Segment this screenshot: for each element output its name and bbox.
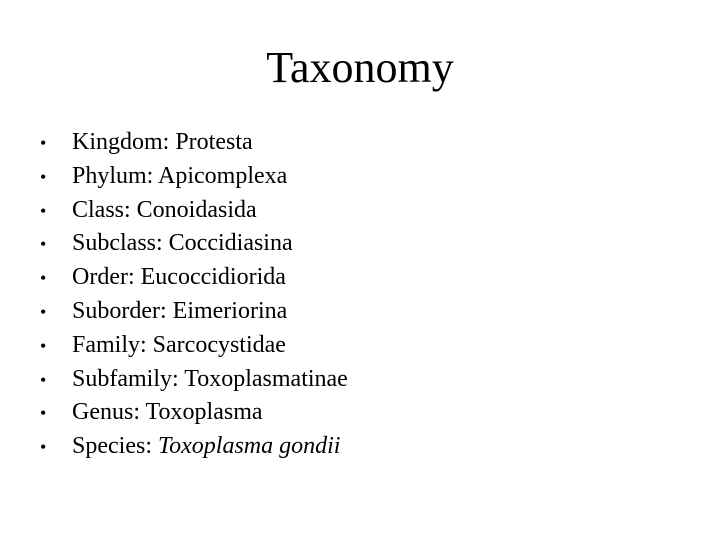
- list-item-text: Phylum: Apicomplexa: [72, 162, 288, 189]
- taxonomy-list: [40, 126, 348, 464]
- list-item-kingdom: [40, 126, 348, 160]
- list-item-phylum: [40, 160, 348, 194]
- list-item-suborder: [40, 295, 348, 329]
- list-item-text: Subclass: Coccidiasina: [72, 230, 293, 257]
- list-item-text: Class: Conoidasida: [72, 196, 257, 223]
- bullet-icon: •: [40, 133, 47, 153]
- list-item-subfamily: [40, 363, 348, 397]
- list-item-class: [40, 194, 348, 228]
- bullet-icon: •: [40, 166, 47, 187]
- list-item-text: Species:: [72, 433, 158, 460]
- bullet-icon: •: [40, 200, 47, 221]
- slide-title: Taxonomy: [266, 43, 454, 92]
- list-item-text: Family: Sarcocystidae: [72, 331, 286, 358]
- list-item-text: Order: Eucoccidiorida: [72, 264, 286, 291]
- bullet-icon: •: [40, 335, 47, 356]
- list-item-family: [40, 329, 348, 363]
- list-item-text: Suborder: Eimeriorina: [72, 297, 288, 324]
- species-name: Toxoplasma gondii: [157, 433, 341, 460]
- bullet-icon: •: [40, 301, 47, 322]
- list-item-text: Subfamily: Toxoplasmatinae: [72, 365, 348, 392]
- bullet-icon: •: [40, 369, 47, 390]
- list-item-subclass: [40, 227, 348, 261]
- bullet-icon: •: [40, 437, 47, 458]
- list-item-text: Genus: Toxoplasma: [72, 399, 263, 426]
- bullet-icon: •: [40, 268, 47, 289]
- list-item-order: [40, 261, 348, 295]
- list-item-species: [40, 430, 348, 464]
- list-item-genus: [40, 396, 348, 430]
- bullet-icon: •: [40, 234, 47, 255]
- bullet-icon: •: [40, 403, 47, 424]
- list-item-text: Kingdom: Protesta: [72, 129, 253, 155]
